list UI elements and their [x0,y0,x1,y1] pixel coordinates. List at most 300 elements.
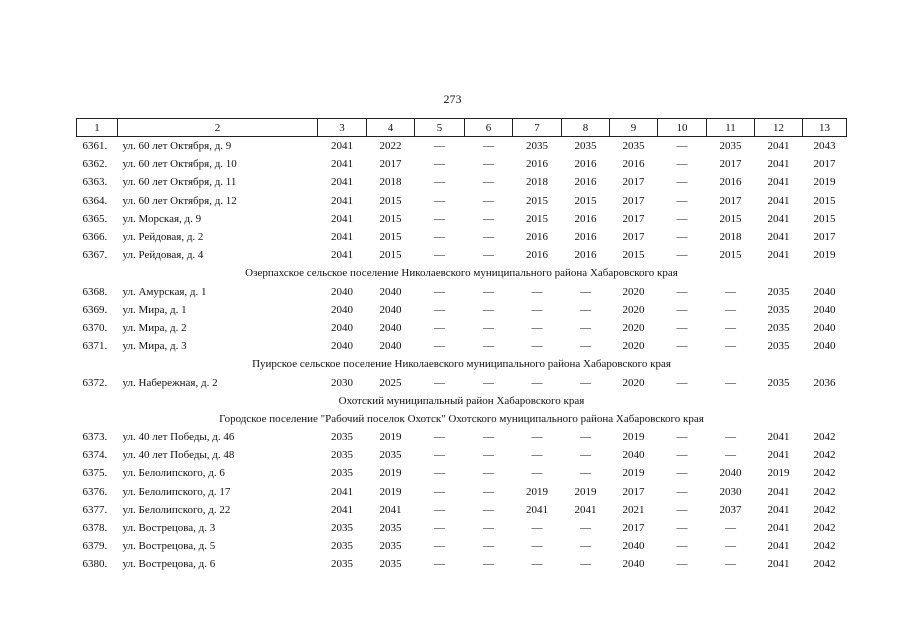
year-cell: — [531,558,543,571]
year-cell: — [483,321,494,334]
section-heading-row [77,410,847,428]
year-cell: 2041 [767,176,790,189]
year-cell: 2035 [767,376,790,389]
year-cell: 2017 [813,158,836,171]
year-cell: — [580,558,591,571]
address-cell: ул. 60 лет Октября, д. 10 [122,158,237,171]
table-row [77,228,847,246]
year-cell: 2042 [813,467,836,480]
year-cell: 2019 [379,431,402,444]
row-number: 6363. [82,176,108,189]
year-cell: 2016 [719,176,742,189]
year-cell: 2019 [813,249,836,262]
year-cell: 2042 [813,485,836,498]
year-cell: — [725,340,736,353]
row-number: 6380. [82,558,108,571]
year-cell: — [676,285,688,298]
year-cell: — [483,176,494,189]
column-header: 4 [367,119,415,137]
table-row [77,446,847,464]
year-cell: — [531,376,543,389]
year-cell: 2020 [622,340,645,353]
year-cell: 2019 [574,485,597,498]
year-cell: — [676,212,688,225]
year-cell: 2015 [813,194,836,207]
year-cell: 2041 [331,140,353,153]
year-cell: 2019 [379,485,402,498]
year-cell: 2042 [813,503,836,516]
row-number: 6365. [82,212,108,225]
year-cell: — [676,485,688,498]
year-cell: 2043 [813,140,836,153]
year-cell: 2041 [574,503,597,516]
year-cell: 2016 [526,249,548,262]
year-cell: — [676,503,688,516]
year-cell: 2040 [379,285,402,298]
year-cell: 2041 [767,158,790,171]
year-cell: 2041 [767,485,790,498]
address-cell: ул. Вострецова, д. 6 [122,558,216,571]
year-cell: 2040 [813,285,836,298]
row-number: 6371. [82,340,108,353]
year-cell: 2017 [719,158,742,171]
year-cell: — [483,194,494,207]
column-header: 5 [415,119,465,137]
row-number: 6377. [82,503,108,516]
year-cell: 2019 [622,467,645,480]
table-row [77,555,847,573]
year-cell: 2035 [767,303,790,316]
year-cell: — [580,303,591,316]
column-header: 10 [658,119,707,137]
year-cell: — [580,467,591,480]
year-cell: — [434,503,445,516]
year-cell: 2035 [767,340,790,353]
year-cell: — [676,249,688,262]
column-header: 9 [610,119,658,137]
year-cell: — [676,303,688,316]
year-cell: 2035 [331,431,353,444]
row-number: 6379. [82,540,108,553]
year-cell: — [580,376,591,389]
year-cell: 2041 [767,140,790,153]
row-number: 6369. [82,303,108,316]
year-cell: 2035 [379,558,402,571]
year-cell: — [483,231,494,244]
year-cell: 2018 [719,231,742,244]
year-cell: 2042 [813,558,836,571]
table-row [77,173,847,191]
year-cell: 2019 [622,431,645,444]
year-cell: 2019 [767,467,790,480]
year-cell: 2035 [379,449,402,462]
year-cell: 2041 [331,212,353,225]
year-cell: 2015 [379,249,402,262]
year-cell: 2041 [767,194,790,207]
year-cell: — [580,522,591,535]
address-cell: ул. 60 лет Октября, д. 11 [122,176,237,189]
year-cell: — [531,285,543,298]
section-heading: Озерпахское сельское поселение Николаевского муниципального района Хабаровского края [245,267,678,280]
year-cell: 2041 [767,431,790,444]
year-cell: 2021 [622,503,645,516]
section-heading: Городское поселение "Рабочий поселок Охотск" Охотского муниципального района Хабаровского края [219,412,704,425]
year-cell: 2020 [622,303,645,316]
year-cell: 2042 [813,522,836,535]
year-cell: — [580,285,591,298]
address-cell: ул. 40 лет Победы, д. 46 [122,431,235,444]
year-cell: — [434,212,445,225]
year-cell: — [483,431,494,444]
year-cell: 2035 [622,140,645,153]
year-cell: 2041 [767,522,790,535]
year-cell: — [483,485,494,498]
year-cell: 2041 [331,176,353,189]
year-cell: 2017 [622,485,645,498]
address-cell: ул. Набережная, д. 2 [122,376,218,389]
year-cell: — [676,176,688,189]
year-cell: 2020 [622,376,645,389]
year-cell: — [434,140,445,153]
row-number: 6373. [82,431,108,444]
year-cell: — [676,194,688,207]
year-cell: — [483,503,494,516]
year-cell: 2035 [379,540,402,553]
year-cell: 2019 [526,485,548,498]
year-cell: — [725,376,736,389]
year-cell: — [531,522,543,535]
address-cell: ул. Рейдовая, д. 4 [122,249,204,262]
row-number: 6362. [82,158,108,171]
year-cell: 2017 [719,194,742,207]
year-cell: 2018 [379,176,402,189]
year-cell: — [483,285,494,298]
year-cell: 2015 [526,194,548,207]
year-cell: 2015 [379,231,402,244]
year-cell: 2017 [622,231,645,244]
year-cell: 2016 [574,249,597,262]
year-cell: — [483,212,494,225]
year-cell: — [483,303,494,316]
year-cell: 2018 [526,176,548,189]
column-header: 1 [77,119,118,137]
table-row [77,137,847,156]
year-cell: — [434,194,445,207]
year-cell: — [676,431,688,444]
year-cell: — [483,540,494,553]
year-cell: 2041 [379,503,402,516]
section-heading: Охотский муниципальный район Хабаровского края [338,394,585,407]
year-cell: — [531,467,543,480]
year-cell: 2016 [526,231,548,244]
year-cell: — [725,522,736,535]
table-row [77,428,847,446]
year-cell: — [725,285,736,298]
year-cell: — [434,303,445,316]
data-table [76,118,847,574]
column-header: 3 [318,119,367,137]
year-cell: 2019 [813,176,836,189]
year-cell: — [531,540,543,553]
row-number: 6364. [82,194,108,207]
year-cell: — [676,558,688,571]
year-cell: — [676,140,688,153]
column-header: 6 [465,119,513,137]
year-cell: 2015 [379,194,402,207]
year-cell: 2035 [331,522,353,535]
year-cell: — [434,176,445,189]
year-cell: 2040 [331,303,353,316]
table-row [77,464,847,482]
year-cell: 2041 [767,449,790,462]
year-cell: — [725,303,736,316]
year-cell: — [725,558,736,571]
year-cell: 2040 [719,467,742,480]
year-cell: 2035 [331,449,353,462]
year-cell: 2015 [719,249,742,262]
year-cell: 2015 [379,212,402,225]
year-cell: 2017 [622,176,645,189]
year-cell: — [580,431,591,444]
year-cell: 2035 [767,321,790,334]
year-cell: 2040 [379,340,402,353]
page-number: 273 [443,92,462,106]
year-cell: 2040 [379,321,402,334]
year-cell: 2015 [719,212,742,225]
year-cell: 2041 [767,558,790,571]
year-cell: 2015 [574,194,597,207]
year-cell: 2016 [622,158,645,171]
year-cell: — [483,376,494,389]
row-number: 6375. [82,467,108,480]
year-cell: — [483,467,494,480]
year-cell: — [483,558,494,571]
year-cell: 2030 [331,376,353,389]
column-header: 11 [707,119,755,137]
year-cell: 2042 [813,431,836,444]
year-cell: 2020 [622,285,645,298]
year-cell: — [434,522,445,535]
table-row [77,483,847,501]
address-cell: ул. 40 лет Победы, д. 48 [122,449,235,462]
table-row [77,501,847,519]
year-cell: — [676,522,688,535]
address-cell: ул. 60 лет Октября, д. 12 [122,194,237,207]
year-cell: — [483,249,494,262]
row-number: 6367. [82,249,108,262]
year-cell: 2042 [813,449,836,462]
year-cell: 2041 [331,158,353,171]
year-cell: — [483,522,494,535]
year-cell: 2041 [767,503,790,516]
year-cell: — [434,158,445,171]
column-header: 12 [755,119,803,137]
year-cell: 2022 [379,140,402,153]
address-cell: ул. Белолипского, д. 22 [122,503,231,516]
year-cell: 2036 [813,376,836,389]
table-row [77,301,847,319]
column-header: 2 [118,119,318,137]
year-cell: 2041 [331,231,353,244]
year-cell: — [434,321,445,334]
year-cell: — [531,321,543,334]
year-cell: — [434,376,445,389]
year-cell: — [676,376,688,389]
year-cell: 2041 [767,231,790,244]
year-cell: — [676,231,688,244]
address-cell: ул. Амурская, д. 1 [122,285,207,298]
table-row [77,192,847,210]
year-cell: — [580,540,591,553]
year-cell: — [434,340,445,353]
year-cell: 2035 [331,540,353,553]
row-number: 6372. [82,376,108,389]
year-cell: 2020 [622,321,645,334]
year-cell: — [483,340,494,353]
year-cell: 2017 [813,231,836,244]
year-cell: 2041 [331,503,353,516]
column-header: 8 [562,119,610,137]
year-cell: — [483,449,494,462]
year-cell: — [725,449,736,462]
table-body [77,137,847,574]
table-row [77,519,847,537]
row-number: 6370. [82,321,108,334]
year-cell: 2040 [622,449,645,462]
year-cell: 2017 [622,522,645,535]
year-cell: 2035 [719,140,742,153]
year-cell: 2016 [574,158,597,171]
year-cell: 2019 [379,467,402,480]
year-cell: 2041 [767,540,790,553]
year-cell: — [676,540,688,553]
column-header: 7 [513,119,562,137]
year-cell: 2035 [526,140,548,153]
year-cell: 2015 [526,212,548,225]
year-cell: — [434,285,445,298]
year-cell: — [580,321,591,334]
year-cell: 2017 [622,194,645,207]
year-cell: 2017 [379,158,402,171]
address-cell: ул. Вострецова, д. 5 [122,540,216,553]
year-cell: — [434,540,445,553]
year-cell: 2017 [622,212,645,225]
year-cell: — [434,231,445,244]
year-cell: 2016 [574,231,597,244]
address-cell: ул. Рейдовая, д. 2 [122,231,204,244]
year-cell: — [676,158,688,171]
column-header: 13 [803,119,847,137]
address-cell: ул. Мира, д. 2 [122,321,187,334]
year-cell: 2042 [813,540,836,553]
year-cell: 2041 [767,212,790,225]
section-heading-row [77,355,847,373]
year-cell: 2035 [379,522,402,535]
year-cell: — [676,321,688,334]
year-cell: 2040 [331,340,353,353]
year-cell: — [483,158,494,171]
row-number: 6361. [82,140,108,153]
row-number: 6376. [82,485,108,498]
year-cell: — [531,340,543,353]
table-row [77,210,847,228]
year-cell: 2041 [331,194,353,207]
year-cell: — [531,449,543,462]
table-row [77,283,847,301]
year-cell: 2041 [526,503,548,516]
year-cell: — [483,140,494,153]
year-cell: — [725,540,736,553]
year-cell: — [434,249,445,262]
address-cell: ул. 60 лет Октября, д. 9 [122,140,232,153]
address-cell: ул. Мира, д. 3 [122,340,187,353]
year-cell: — [725,431,736,444]
year-cell: 2025 [379,376,402,389]
year-cell: 2040 [331,285,353,298]
year-cell: — [725,321,736,334]
year-cell: — [676,340,688,353]
year-cell: 2040 [379,303,402,316]
year-cell: 2035 [331,467,353,480]
address-cell: ул. Мира, д. 1 [122,303,187,316]
year-cell: — [676,467,688,480]
year-cell: 2016 [526,158,548,171]
year-cell: 2015 [622,249,645,262]
year-cell: 2037 [719,503,742,516]
row-number: 6378. [82,522,108,535]
year-cell: — [434,449,445,462]
section-heading: Пуирское сельское поселение Николаевского муниципального района Хабаровского края [252,358,671,371]
year-cell: 2015 [813,212,836,225]
year-cell: 2040 [813,303,836,316]
address-cell: ул. Морская, д. 9 [122,212,202,225]
table-row [77,337,847,355]
section-heading-row [77,264,847,282]
year-cell: 2030 [719,485,742,498]
year-cell: — [434,558,445,571]
year-cell: — [580,449,591,462]
year-cell: — [676,449,688,462]
year-cell: 2035 [574,140,597,153]
year-cell: 2040 [622,558,645,571]
year-cell: 2040 [813,321,836,334]
table-row [77,319,847,337]
year-cell: 2041 [331,249,353,262]
row-number: 6366. [82,231,108,244]
table-row [77,373,847,391]
year-cell: — [434,431,445,444]
year-cell: 2016 [574,176,597,189]
table-row [77,246,847,264]
year-cell: 2040 [331,321,353,334]
year-cell: 2040 [622,540,645,553]
row-number: 6374. [82,449,108,462]
year-cell: — [531,431,543,444]
address-cell: ул. Белолипского, д. 6 [122,467,225,480]
address-cell: ул. Вострецова, д. 3 [122,522,216,535]
year-cell: 2041 [767,249,790,262]
year-cell: 2040 [813,340,836,353]
address-cell: ул. Белолипского, д. 17 [122,485,231,498]
year-cell: 2035 [767,285,790,298]
table-row [77,155,847,173]
year-cell: — [434,485,445,498]
year-cell: — [434,467,445,480]
year-cell: 2041 [331,485,353,498]
table-row [77,537,847,555]
year-cell: — [531,303,543,316]
section-heading-row [77,392,847,410]
